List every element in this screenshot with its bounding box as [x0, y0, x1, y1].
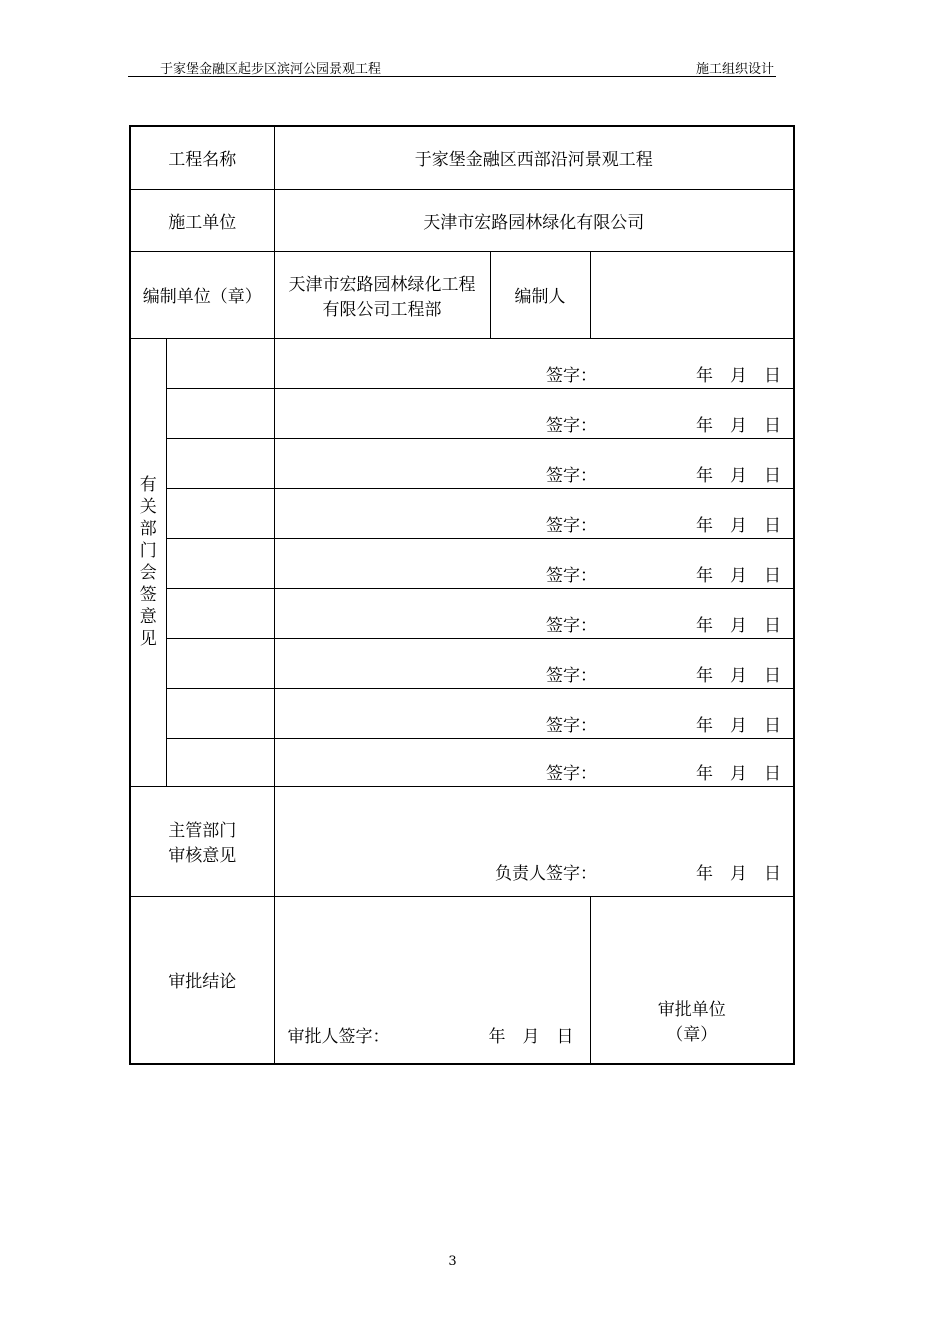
dept-signature-cell[interactable]	[274, 388, 794, 438]
contractor-value: 天津市宏路园林绿化有限公司	[274, 189, 794, 251]
approval-row	[130, 896, 794, 1064]
date-label: 年 月 日	[696, 763, 782, 784]
approval-unit-line2: （章）	[666, 1025, 718, 1045]
dept-signature-cell[interactable]	[274, 638, 794, 688]
sign-label: 签字：	[546, 465, 598, 486]
header-rule	[128, 76, 776, 77]
project-name-row	[130, 126, 794, 189]
dept-opinion-row	[130, 738, 794, 786]
dept-name-cell[interactable]	[166, 488, 274, 538]
approval-unit-cell[interactable]	[590, 896, 794, 1064]
date-label: 年 月 日	[696, 415, 782, 436]
approval-unit-line1: 审批单位	[657, 1000, 726, 1020]
date-label: 年 月 日	[488, 1027, 574, 1047]
dept-name-cell[interactable]	[166, 438, 274, 488]
project-name-value: 于家堡金融区西部沿河景观工程	[274, 126, 794, 189]
compiler-unit-value-line2: 有限公司工程部	[322, 299, 442, 320]
dept-opinion-row	[130, 538, 794, 588]
dept-name-cell[interactable]	[166, 538, 274, 588]
contractor-row	[130, 189, 794, 251]
date-label: 年 月 日	[696, 665, 782, 686]
supervisor-label	[130, 786, 274, 896]
sign-label: 签字：	[546, 515, 598, 536]
compiler-unit-value-line1: 天津市宏路园林绿化工程	[288, 274, 476, 295]
sign-label: 签字：	[546, 615, 598, 636]
dept-name-cell[interactable]	[166, 638, 274, 688]
dept-name-cell[interactable]	[166, 338, 274, 388]
date-label: 年 月 日	[696, 615, 782, 636]
dept-opinion-char: 有	[139, 475, 157, 495]
compiler-person-label: 编制人	[490, 251, 590, 338]
sign-label: 签字：	[546, 415, 598, 436]
dept-name-cell[interactable]	[166, 688, 274, 738]
dept-signature-cell[interactable]	[274, 588, 794, 638]
sign-label: 签字：	[546, 665, 598, 686]
dept-opinion-char: 意	[139, 607, 157, 627]
dept-signature-cell[interactable]	[274, 738, 794, 786]
dept-opinion-row	[130, 488, 794, 538]
dept-name-cell[interactable]	[166, 388, 274, 438]
dept-opinion-label	[130, 338, 166, 786]
dept-signature-cell[interactable]	[274, 538, 794, 588]
page-number: 3	[448, 1254, 457, 1269]
sign-label: 签字：	[546, 763, 598, 784]
dept-opinion-row	[130, 338, 794, 388]
date-label: 年 月 日	[696, 565, 782, 586]
dept-signature-cell[interactable]	[274, 438, 794, 488]
dept-signature-cell[interactable]	[274, 338, 794, 388]
dept-opinion-char: 会	[139, 563, 157, 583]
sign-label: 签字：	[546, 365, 598, 386]
date-label: 年 月 日	[696, 715, 782, 736]
dept-opinion-char: 签	[139, 585, 157, 605]
dept-opinion-row	[130, 588, 794, 638]
dept-opinion-row	[130, 688, 794, 738]
supervisor-opinion-cell[interactable]	[274, 786, 794, 896]
compiler-person-value[interactable]	[590, 251, 794, 338]
date-label: 年 月 日	[696, 863, 782, 884]
supervisor-row	[130, 786, 794, 896]
contractor-label: 施工单位	[130, 189, 274, 251]
date-label: 年 月 日	[696, 515, 782, 536]
approver-sign-label: 审批人签字：	[287, 1027, 390, 1047]
project-name-label: 工程名称	[130, 126, 274, 189]
approval-label: 审批结论	[130, 896, 274, 1064]
date-label: 年 月 日	[696, 365, 782, 386]
compiler-unit-label: 编制单位（章）	[130, 251, 274, 338]
header-project-title: 于家堡金融区起步区滨河公园景观工程	[160, 62, 382, 77]
dept-name-cell[interactable]	[166, 588, 274, 638]
dept-opinion-char: 门	[139, 541, 157, 561]
supervisor-label-line1: 主管部门	[168, 821, 237, 841]
dept-opinion-char: 关	[139, 497, 157, 517]
header-document-type: 施工组织设计	[695, 62, 774, 77]
supervisor-sign-label: 负责人签字：	[495, 863, 598, 884]
dept-signature-cell[interactable]	[274, 688, 794, 738]
dept-opinion-row	[130, 388, 794, 438]
dept-opinion-char: 部	[139, 519, 157, 539]
dept-opinion-row	[130, 438, 794, 488]
dept-opinion-row	[130, 638, 794, 688]
compiler-unit-value	[274, 251, 490, 338]
sign-label: 签字：	[546, 565, 598, 586]
supervisor-label-line2: 审核意见	[168, 846, 237, 866]
compiler-row	[130, 251, 794, 338]
approval-conclusion-cell[interactable]	[274, 896, 590, 1064]
date-label: 年 月 日	[696, 465, 782, 486]
sign-label: 签字：	[546, 715, 598, 736]
dept-signature-cell[interactable]	[274, 488, 794, 538]
dept-opinion-char: 见	[139, 629, 157, 649]
approval-form-table	[129, 125, 795, 1065]
dept-name-cell[interactable]	[166, 738, 274, 786]
